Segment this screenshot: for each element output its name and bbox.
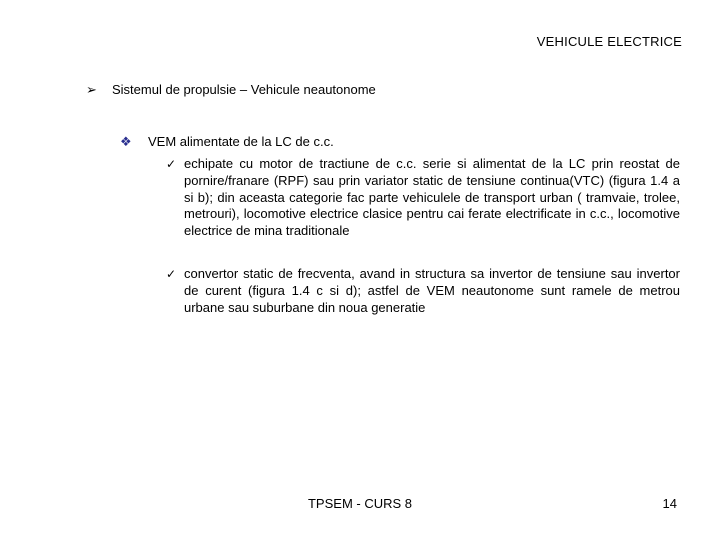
slide-header-title: VEHICULE ELECTRICE xyxy=(536,34,682,49)
outline-level1-item xyxy=(86,82,376,98)
outline-level2-item xyxy=(120,134,334,150)
diamond-bullet-icon: ❖ xyxy=(120,134,132,149)
checkmark-bullet-icon: ✓ xyxy=(166,157,177,171)
list-item-text: echipate cu motor de tractiune de c.c. serie si alimentat de la LC prin reostat de pornire/franare (RPF) sau prin variator static de tensiune continua(VTC) (figura 1.4 a si b); din aceasta categorie fac parte vehiculele de transport urban ( tramvaie, trolee, metrouri), locomotive electrice clasice pentru cai ferate electrificate in c.c., locomotive electrice de mina traditionale xyxy=(184,156,680,239)
list-item xyxy=(166,266,680,316)
subsection-heading: VEM alimentate de la LC de c.c. xyxy=(148,134,334,149)
checkmark-bullet-icon: ✓ xyxy=(166,267,177,281)
page-number: 14 xyxy=(662,496,677,511)
list-item-text: convertor static de frecventa, avand in structura sa invertor de tensiune sau invertor de curent (figura 1.4 c si d); astfel de VEM neautonome sunt ramele de metrou urbane sau suburbane din noua generatie xyxy=(184,266,680,315)
arrow-bullet-icon: ➢ xyxy=(86,82,97,97)
section-heading: Sistemul de propulsie – Vehicule neautonome xyxy=(112,82,376,97)
footer-course-label: TPSEM - CURS 8 xyxy=(307,496,412,511)
list-item xyxy=(166,156,680,240)
